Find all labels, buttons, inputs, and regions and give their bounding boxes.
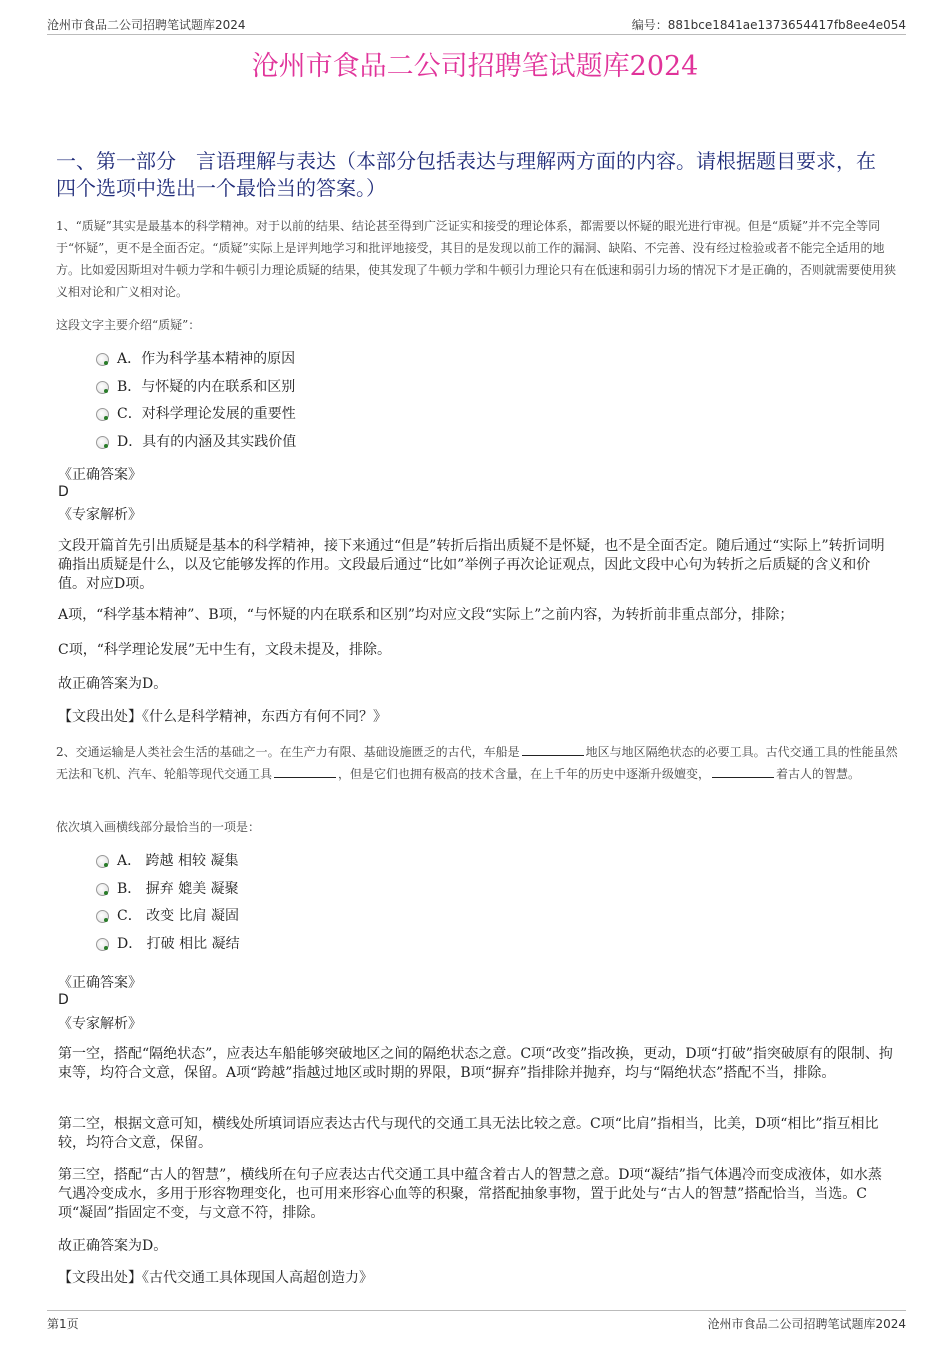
q1-analysis-label: 《专家解析》 [58, 507, 142, 523]
q2-analysis-paragraph: 第一空，搭配“隔绝状态”，应表达车船能够突破地区之间的隔绝状态之意。C项“改变”指改换，更动，D项“打破”指突破原有的限制、拘束等，均符合文意，保留。A项“跨越”指越过地区或时期的界限，B项“摒弃”指排除并抛弃，均与“隔绝状态”搭配不当，排除。 [58, 1046, 893, 1081]
fill-blank [274, 767, 336, 778]
option-label: D．具有的内涵及其实践价值 [117, 434, 297, 450]
question-1-prompt: 这段文字主要介绍“质疑”： [56, 318, 201, 332]
radio-icon[interactable] [96, 353, 109, 366]
section-title: 一、第一部分 言语理解与表达（本部分包括表达与理解两方面的内容。请根据题目要求，在四个选项中选出一个最恰当的答案。） [56, 149, 876, 200]
radio-icon[interactable] [96, 910, 109, 923]
footer-doc-name: 沧州市食品二公司招聘笔试题库2024 [707, 1317, 906, 1331]
q1-option-d[interactable] [96, 432, 296, 452]
q2-answer: D [58, 992, 69, 1008]
stem-text: 2、交通运输是人类社会生活的基础之一。在生产力有限、基础设施匮乏的古代，车船是 [56, 745, 520, 759]
q2-option-d[interactable] [96, 934, 240, 954]
q1-answer: D [58, 484, 69, 500]
page-footer [47, 1310, 906, 1331]
stem-text: 着古人的智慧。 [776, 767, 861, 781]
q2-analysis-label: 《专家解析》 [58, 1016, 142, 1032]
q1-option-c[interactable] [96, 404, 296, 424]
q2-option-c[interactable] [96, 906, 239, 926]
fill-blank [522, 745, 584, 756]
option-label: B． 摒弃 媲美 凝聚 [117, 881, 239, 897]
q1-analysis-paragraph: 故正确答案为D。 [58, 676, 168, 692]
question-1-stem: 1、“质疑”其实是最基本的科学精神。对于以前的结果、结论甚至得到广泛证实和接受的理论体系，都需要以怀疑的眼光进行审视。但是“质疑”并不完全等同于“怀疑”，更不是全面否定。“质疑”实际上是评判地学习和批评地接受，其目的是发现以前工作的漏洞、缺陷、不完善、没有经过检验或者不能完全适用的地方。比如爱因斯坦对牛顿力学和牛顿引力理论质疑的结果，使其发现了牛顿力学和牛顿引力理论只有在低速和弱引力场的情况下才是正确的，否则就需要使用狭义相对论和广义相对论。 [56, 219, 897, 299]
option-label: D． 打破 相比 凝结 [117, 936, 240, 952]
radio-icon[interactable] [96, 855, 109, 868]
question-2-prompt: 依次填入画横线部分最恰当的一项是： [56, 820, 261, 834]
radio-icon[interactable] [96, 381, 109, 394]
option-label: C． 改变 比肩 凝固 [117, 908, 240, 924]
header-doc-id: 编号：881bce1841ae1373654417fb8ee4e054 [631, 18, 906, 32]
q1-analysis-paragraph: A项，“科学基本精神”、B项，“与怀疑的内在联系和区别”均对应文段“实际上”之前内容，为转折前非重点部分，排除； [58, 607, 794, 623]
option-label: B．与怀疑的内在联系和区别 [117, 379, 296, 395]
document-title: 沧州市食品二公司招聘笔试题库2024 [251, 51, 699, 82]
option-label: A．作为科学基本精神的原因 [117, 351, 296, 367]
header-doc-name: 沧州市食品二公司招聘笔试题库2024 [47, 18, 246, 32]
fill-blank [712, 767, 774, 778]
q1-option-b[interactable] [96, 377, 295, 397]
option-label: C．对科学理论发展的重要性 [117, 406, 296, 422]
q1-source: 【文段出处】《什么是科学精神，东西方有何不同？》 [58, 709, 387, 725]
q2-option-a[interactable] [96, 851, 238, 871]
q2-option-b[interactable] [96, 879, 239, 899]
page-header [47, 12, 906, 35]
q1-analysis-paragraph: C项，“科学理论发展”无中生有，文段未提及，排除。 [58, 642, 392, 658]
stem-text: ，但是它们也拥有极高的技术含量，在上千年的历史中逐渐升级嬗变， [338, 767, 711, 781]
q2-source: 【文段出处】《古代交通工具体现国人高超创造力》 [58, 1270, 373, 1286]
q1-answer-label: 《正确答案》 [58, 467, 142, 483]
page-number: 第1页 [47, 1317, 79, 1331]
radio-icon[interactable] [96, 883, 109, 896]
radio-icon[interactable] [96, 436, 109, 449]
radio-icon[interactable] [96, 938, 109, 951]
q2-analysis-paragraph: 第二空，根据文意可知，横线处所填词语应表达古代与现代的交通工具无法比较之意。C项“比肩”指相当，比美，D项“相比”指互相比较，均符合文意，保留。 [58, 1116, 879, 1151]
stem-text: 地区与地区隔绝状态的必要工具。古代交通工具的性能虽然无法和飞机、汽车、轮船等现代交通工具 [56, 745, 898, 781]
q1-option-a[interactable] [96, 349, 295, 369]
option-label: A． 跨越 相较 凝集 [117, 853, 239, 869]
radio-icon[interactable] [96, 408, 109, 421]
q2-analysis-paragraph: 故正确答案为D。 [58, 1238, 168, 1254]
q1-analysis-paragraph: 文段开篇首先引出质疑是基本的科学精神，接下来通过“但是”转折后指出质疑不是怀疑，也不是全面否定。随后通过“实际上”转折词明确指出质疑是什么，以及它能够发挥的作用。文段最后通过“比如”举例子再次论证观点，因此文段中心句为转折之后质疑的含义和价值。对应D项。 [58, 538, 885, 592]
q2-answer-label: 《正确答案》 [58, 975, 142, 991]
question-2-stem [56, 741, 898, 785]
q2-analysis-paragraph: 第三空，搭配“古人的智慧”，横线所在句子应表达古代交通工具中蕴含着古人的智慧之意。D项“凝结”指气体遇冷而变成液体，如水蒸气遇冷变成水，多用于形容物理变化，也可用来形容心血等的积聚，常搭配抽象事物，置于此处与“古人的智慧”搭配恰当，当选。C项“凝固”指固定不变，与文意不符，排除。 [58, 1167, 882, 1221]
